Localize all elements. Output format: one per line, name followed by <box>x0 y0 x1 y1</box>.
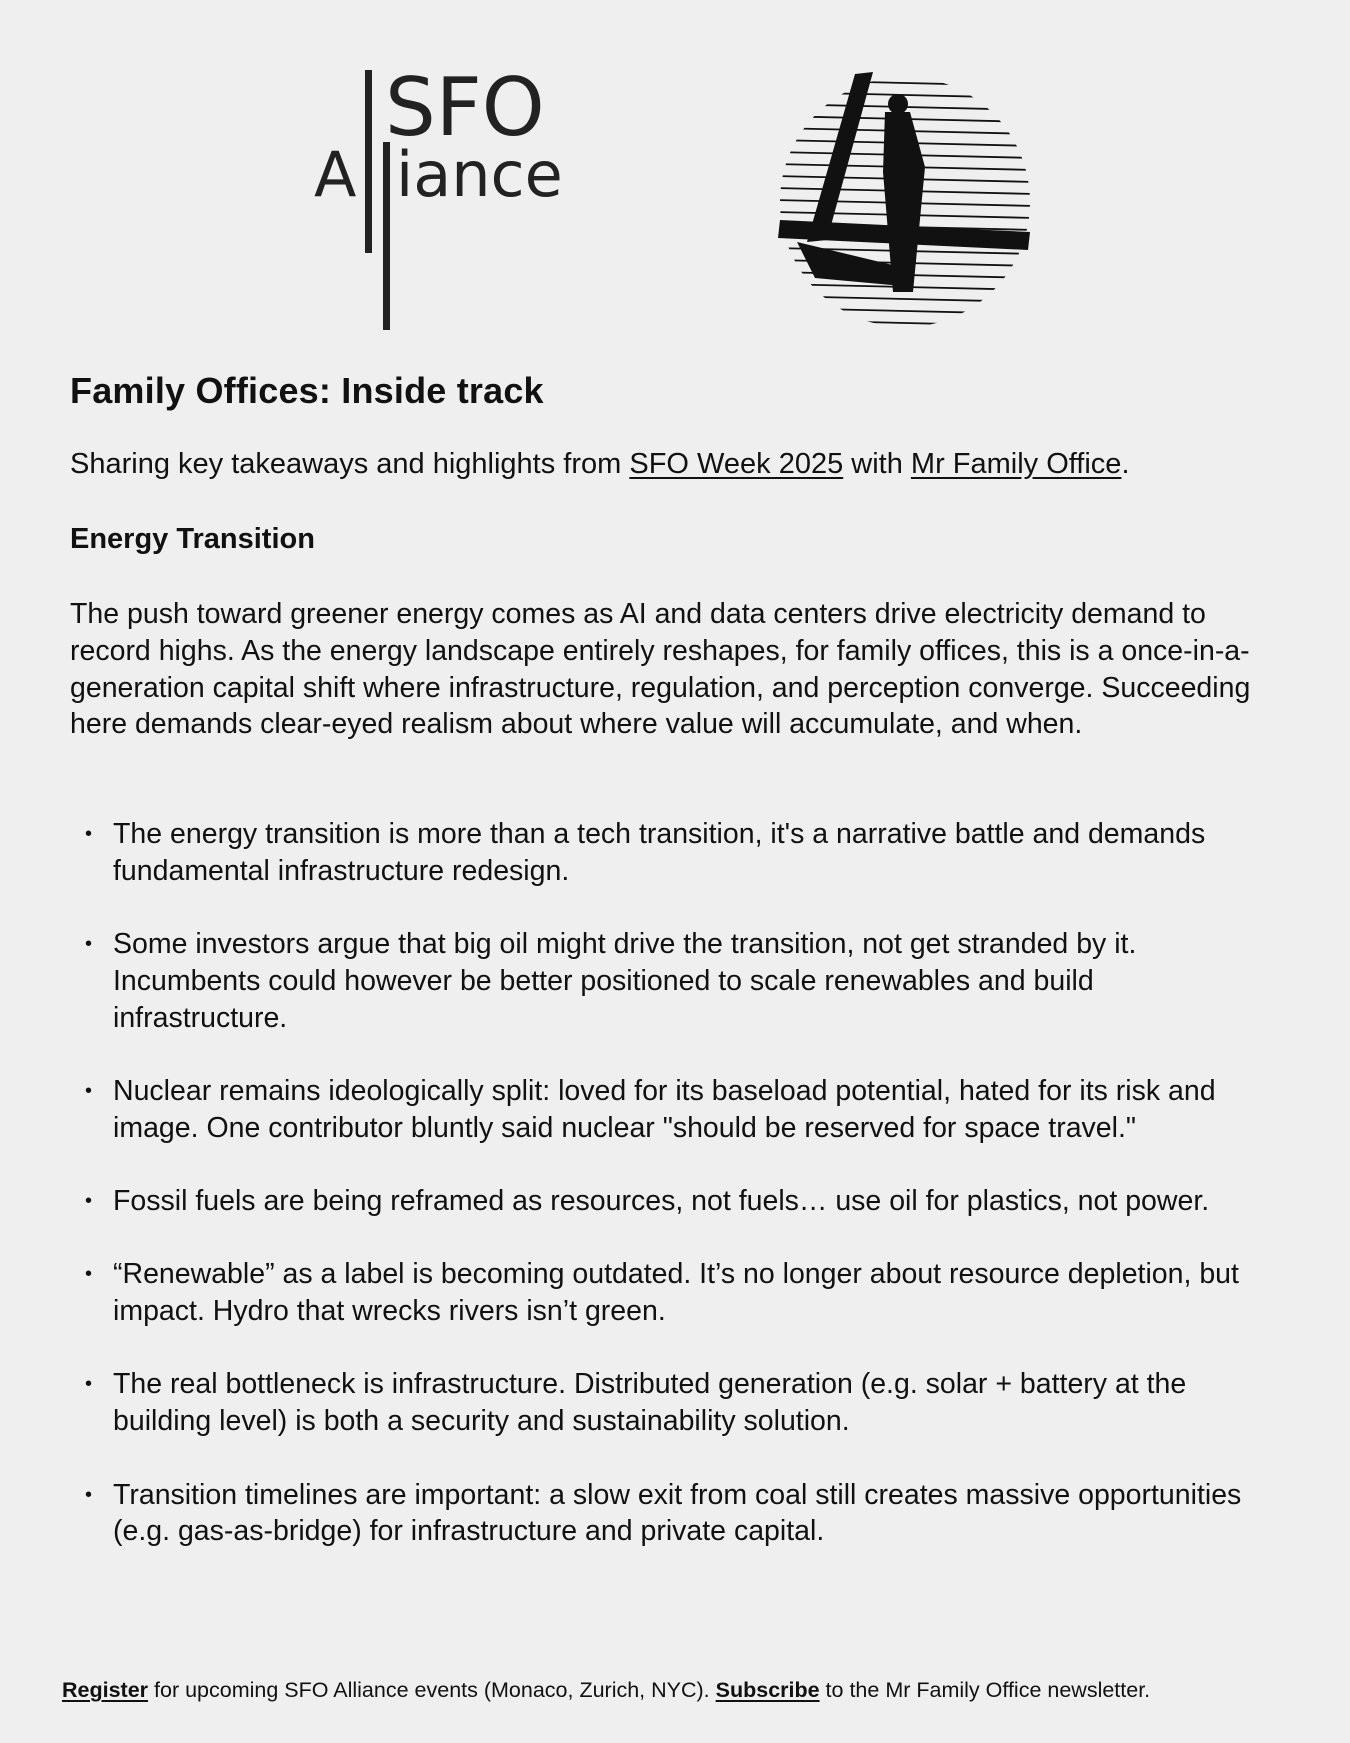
intro-suffix: . <box>1121 448 1130 480</box>
mr-family-office-logo <box>775 72 1035 332</box>
mr-family-office-link[interactable]: Mr Family Office <box>910 448 1122 480</box>
logo-header <box>0 60 1350 330</box>
register-link[interactable]: Register <box>62 1678 149 1702</box>
article-title: Family Offices: Inside track <box>70 370 544 411</box>
bullet-icon: • <box>85 1373 93 1396</box>
intro-middle: with <box>843 448 911 480</box>
subscribe-text: to the Mr Family Office newsletter. <box>819 1678 1151 1702</box>
list-item <box>0 1073 1275 1147</box>
list-item <box>0 1366 1275 1440</box>
intro-prefix: Sharing key takeaways and highlights from <box>70 448 630 480</box>
register-text: for upcoming SFO Alliance events (Monaco, Zurich, NYC). <box>148 1678 716 1702</box>
list-item-text: Transition timelines are important: a slow exit from coal still creates massive opportunities (e.g. gas-as-bridge) for infrastructure and private capital. <box>113 1478 1242 1548</box>
svg-text:iance: iance <box>396 138 563 211</box>
bullet-icon: • <box>85 1079 93 1102</box>
list-item <box>0 1183 1275 1220</box>
list-item-text: “Renewable” as a label is becoming outdated. It’s no longer about resource depletion, but impact. Hydro that wrecks rivers isn’t green. <box>113 1258 1239 1328</box>
sfo-week-link[interactable]: SFO Week 2025 <box>629 448 844 480</box>
list-item <box>0 926 1275 1036</box>
takeaways-list <box>0 816 1350 1587</box>
sfo-alliance-logo <box>310 70 580 330</box>
svg-text:SFO: SFO <box>385 70 545 154</box>
figure-icon <box>778 72 1030 292</box>
list-item <box>0 816 1275 890</box>
list-item <box>0 1256 1275 1330</box>
bullet-icon: • <box>85 1483 93 1506</box>
list-item-text: Some investors argue that big oil might drive the transition, not get stranded by it. Incumbents could however be better positioned to scale renewables and build infrastructure. <box>113 928 1137 1034</box>
section-heading: Energy Transition <box>70 523 315 555</box>
subscribe-link[interactable]: Subscribe <box>715 1678 820 1702</box>
intro-paragraph: The push toward greener energy comes as AI and data centers drive electricity demand to record highs. As the energy landscape entirely reshapes, for family offices, this is a once-in-a-generation capital shift where infrastructure, regulation, and perception converge. Succeeding here demands clear-eyed realism about where value will accumulate, and when. <box>70 598 1251 741</box>
list-item-text: Fossil fuels are being reframed as resources, not fuels… use oil for plastics, not power. <box>113 1185 1210 1218</box>
intro-line <box>70 448 1300 481</box>
list-item-text: The energy transition is more than a tech transition, it's a narrative battle and demands fundamental infrastructure redesign. <box>113 818 1206 887</box>
bullet-icon: • <box>85 1263 93 1286</box>
bullet-icon: • <box>85 1190 93 1213</box>
footer <box>62 1678 1302 1703</box>
bullet-icon: • <box>85 933 93 956</box>
bullet-icon: • <box>85 823 93 845</box>
list-item-text: Nuclear remains ideologically split: loved for its baseload potential, hated for its risk and image. One contributor bluntly said nuclear "should be reserved for space travel." <box>113 1074 1216 1144</box>
list-item <box>0 1477 1275 1551</box>
svg-text:A: A <box>314 138 357 211</box>
list-item-text: The real bottleneck is infrastructure. Distributed generation (e.g. solar + battery at the building level) is both a security and sustainability solution. <box>113 1368 1187 1438</box>
